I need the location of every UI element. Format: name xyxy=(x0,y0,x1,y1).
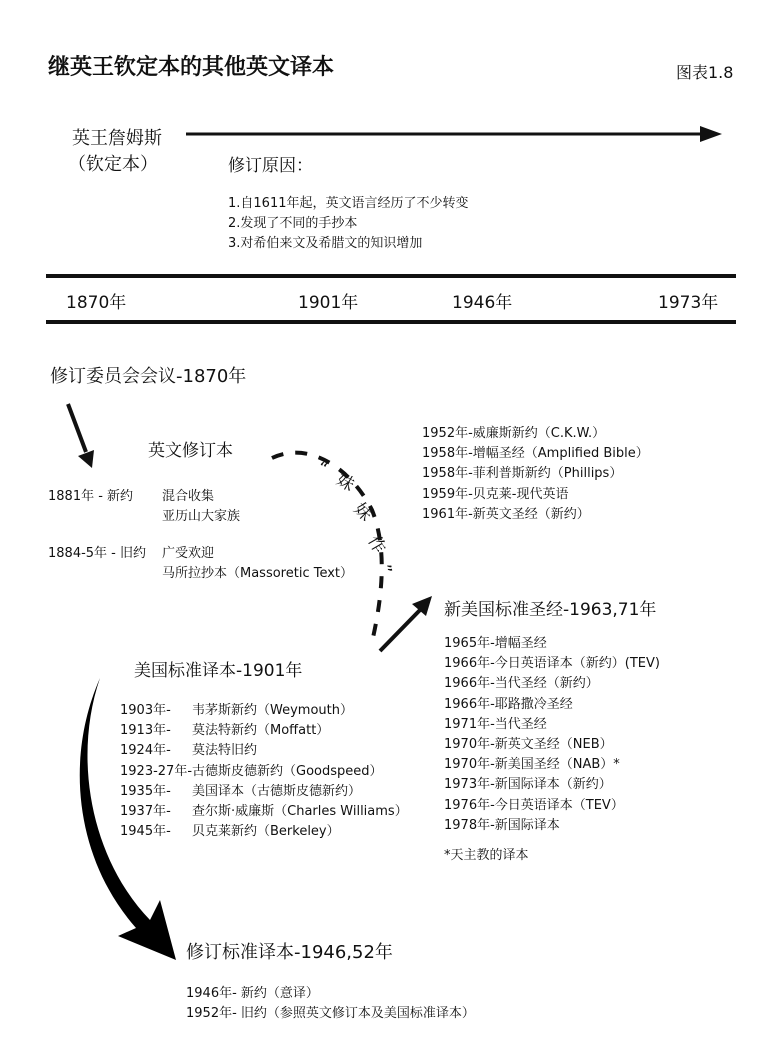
list-item-year: 1903年- xyxy=(120,703,171,718)
list-item: 1965年-增幅圣经 xyxy=(444,636,547,651)
kjv-timeline-arrow xyxy=(186,126,722,142)
erv-title: 英文修订本 xyxy=(148,441,233,461)
list-item: 1952年-威廉斯新约（C.K.W.） xyxy=(422,426,606,441)
list-item: 1952年- 旧约（参照英文修订本及美国标准译本） xyxy=(186,1006,475,1022)
asv-to-nasb-arrow xyxy=(380,596,432,651)
nasb-footnote: *天主教的译本 xyxy=(444,848,529,863)
list-item-year: 1913年- xyxy=(120,723,171,739)
list-item-text: 莫法特旧约 xyxy=(192,743,258,759)
committee-down-arrow xyxy=(68,404,94,468)
list-item: 1970年-新美国圣经（NAB）* xyxy=(444,757,620,773)
erv-entry-line: 马所拉抄本（Massoretic Text） xyxy=(162,566,354,581)
list-item-text: 古德斯皮德新约（Goodspeed） xyxy=(192,763,383,779)
list-item-text: 贝克莱新约（Berkeley） xyxy=(192,824,340,840)
list-item: 1978年-新国际译本 xyxy=(444,817,560,833)
asv-title: 美国标准译本-1901年 xyxy=(134,661,303,681)
list-item-year: 1937年- xyxy=(120,804,171,820)
sister-label-char: ” xyxy=(373,562,396,576)
list-item: 1958年-增幅圣经（Amplified Bible） xyxy=(422,446,649,462)
sister-dashed-curve xyxy=(272,453,382,642)
nasb-title: 新美国标准圣经-1963,71年 xyxy=(444,600,657,620)
reasons-heading: 修订原因： xyxy=(228,156,313,176)
list-item: 1946年- 新约（意译） xyxy=(186,986,319,1001)
list-item: 1970年-新英文圣经（NEB） xyxy=(444,737,613,753)
sister-label-char: 妹 xyxy=(349,499,376,526)
list-item: 1976年-今日英语译本（TEV） xyxy=(444,797,624,813)
list-item: 1959年-贝克莱-现代英语 xyxy=(422,486,569,502)
list-item: 1961年-新英文圣经（新约） xyxy=(422,506,590,522)
erv-entry-year: 1881年 - 新约 xyxy=(48,489,134,504)
list-item-year: 1923-27年- xyxy=(120,763,193,779)
timeline-year: 1973年 xyxy=(658,293,719,313)
erv-entry-year: 1884-5年 - 旧约 xyxy=(48,546,147,561)
list-item-text: 莫法特新约（Moffatt） xyxy=(192,723,330,739)
sister-label-char: 妹 xyxy=(332,469,358,496)
list-item: 1958年-菲利普斯新约（Phillips） xyxy=(422,466,623,482)
reason-item: 2.发现了不同的手抄本 xyxy=(228,216,358,231)
list-item-text: 韦茅斯新约（Weymouth） xyxy=(192,703,353,718)
list-item-year: 1935年- xyxy=(120,783,171,799)
reason-item: 3.对希伯来文及希腊文的知识增加 xyxy=(228,236,423,251)
kjv-label-line1: 英王詹姆斯 xyxy=(72,128,162,149)
list-item-text: 查尔斯·威廉斯（Charles Williams） xyxy=(192,804,408,820)
sister-label-char: “ xyxy=(314,458,330,480)
erv-entry-line: 广受欢迎 xyxy=(162,546,215,561)
list-item-year: 1924年- xyxy=(120,743,171,759)
list-item: 1966年-当代圣经（新约） xyxy=(444,676,599,692)
timeline-year: 1870年 xyxy=(66,293,127,313)
figure-label: 图表1.8 xyxy=(676,63,734,82)
list-item: 1966年-今日英语译本（新约）(TEV) xyxy=(444,656,660,672)
list-item-year: 1945年- xyxy=(120,824,171,840)
page-title: 继英王钦定本的其他英文译本 xyxy=(48,55,335,80)
reason-item: 1.自1611年起，英文语言经历了不少转变 xyxy=(228,196,469,211)
kjv-label-line2: （钦定本） xyxy=(68,154,158,175)
timeline-year: 1901年 xyxy=(298,293,359,313)
rsv-title: 修订标准译本-1946,52年 xyxy=(186,942,393,963)
erv-entry-line: 亚历山大家族 xyxy=(162,509,241,524)
list-item-text: 美国译本（古德斯皮德新约） xyxy=(192,783,362,799)
sister-label-char: 作 xyxy=(363,532,390,558)
list-item: 1966年-耶路撒冷圣经 xyxy=(444,696,573,712)
asv-to-rsv-arrow xyxy=(80,678,176,960)
timeline-year: 1946年 xyxy=(452,293,513,313)
erv-entry-line: 混合收集 xyxy=(162,489,215,504)
committee-label: 修订委员会会议-1870年 xyxy=(50,366,247,387)
list-item: 1971年-当代圣经 xyxy=(444,716,547,732)
list-item: 1973年-新国际译本（新约） xyxy=(444,777,612,793)
